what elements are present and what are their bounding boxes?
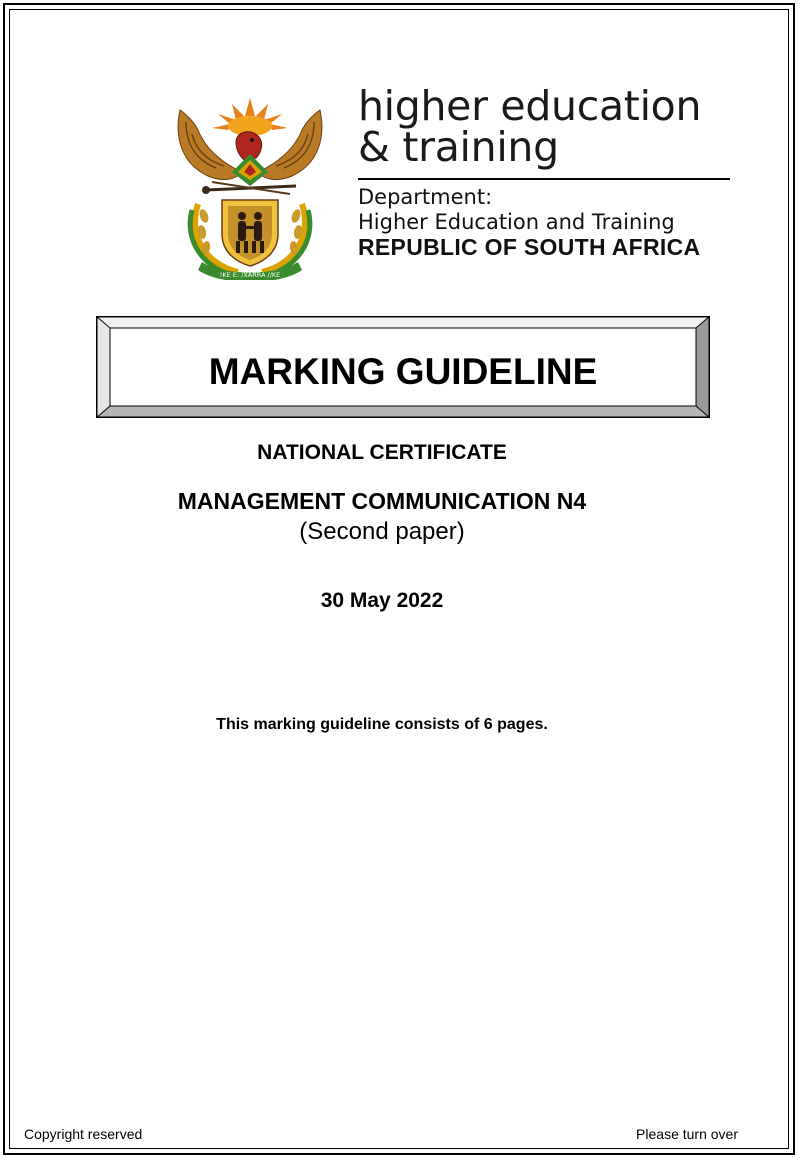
document-title: MARKING GUIDELINE [208, 351, 598, 392]
brand-divider [358, 178, 730, 180]
brand-line-1: higher education [358, 82, 702, 130]
page-border-inner [9, 9, 789, 1149]
paper-subheading: (Second paper) [299, 518, 465, 545]
pages-note: This marking guideline consists of 6 pages. [216, 716, 548, 733]
footer-copyright: Copyright reserved [24, 1126, 143, 1142]
subject-heading: MANAGEMENT COMMUNICATION N4 [177, 488, 587, 514]
coat-of-arms-icon [172, 94, 328, 280]
department-header [358, 82, 738, 260]
dept-label: Department: [358, 185, 493, 209]
dept-name: Higher Education and Training [358, 210, 675, 234]
certificate-heading: NATIONAL CERTIFICATE [257, 441, 507, 464]
country-name: REPUBLIC OF SOUTH AFRICA [358, 234, 701, 260]
crest-motto: !KE E: /XARRA //KE [219, 271, 281, 279]
brand-line-2: & training [358, 123, 559, 171]
exam-date: 30 May 2022 [320, 589, 444, 612]
footer-turn-over: Please turn over [636, 1126, 738, 1142]
department-lines [358, 185, 700, 260]
